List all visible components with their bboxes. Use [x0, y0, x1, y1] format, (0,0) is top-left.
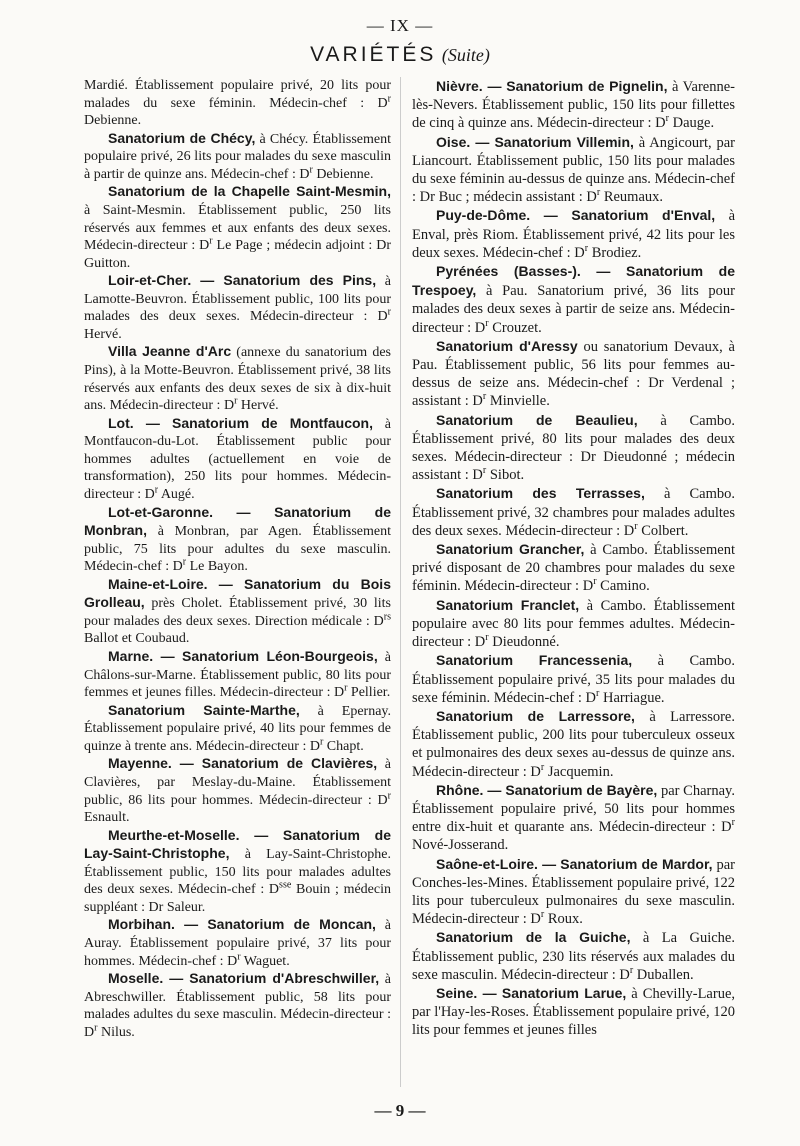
entry-heading: Puy-de-Dôme. — Sanatorium d'Enval,	[436, 207, 716, 224]
entry-paragraph	[84, 504, 391, 576]
entry-heading: Sanatorium Grancher,	[436, 541, 585, 558]
entry-tail: Debienne.	[84, 113, 142, 129]
entry-text: à Cambo. Établissement privé, 80 lits pour malades des deux sexes. Médecin-directeur : Dr Dieudonné ; médecin assistant : D	[412, 412, 736, 484]
entry-heading: Lot-et-Garonne. — Sanatorium de Monbran,	[84, 503, 391, 539]
entry-heading: Sanatorium Sainte-Marthe,	[108, 701, 300, 718]
entry-heading: Moselle. — Sanatorium d'Abreschwiller,	[108, 970, 380, 987]
entry-tail: Ballot et Coubaud.	[84, 631, 190, 647]
entry-paragraph	[84, 130, 391, 184]
entry-paragraph	[412, 133, 735, 207]
entry-heading: Marne. — Sanatorium Léon-Bourgeois,	[108, 648, 378, 664]
entry-heading: Pyrénées (Basses-). — Sanatorium de Trespoey,	[412, 263, 735, 299]
entry-heading: Rhône. — Sanatorium de Bayère,	[436, 781, 658, 798]
entry-tail: Hervé.	[237, 398, 279, 414]
entry-heading: Sanatorium Franclet,	[436, 596, 580, 613]
entry-superscript: r	[665, 113, 669, 125]
entry-tail: Roux.	[544, 911, 583, 928]
page-title	[0, 41, 800, 67]
entry-superscript: sse	[279, 879, 292, 891]
entry-text: à Saint-Mesmin. Établissement public, 250 lits réservés aux femmes et aux enfants des deux sexes. Médecin-directeur : D	[84, 202, 391, 254]
entry-text: Mardié. Établissement populaire privé, 20 lits pour malades du sexe féminin. Médecin-chef : D	[84, 78, 391, 111]
entry-paragraph	[412, 337, 735, 411]
entry-paragraph	[84, 77, 391, 130]
entry-superscript: r	[154, 484, 159, 496]
entry-text: à Chécy. Établissement populaire privé, 26 lits pour malades du sexe masculin à partir de quinze ans. Médecin-chef : D	[84, 131, 391, 182]
entry-tail: Augé.	[158, 486, 195, 502]
entry-tail: Waguet.	[240, 953, 290, 969]
entry-text: à Pau. Sanatorium privé, 36 lits pour malades des deux sexes à partir de seize ans. Médecin-directeur : D	[412, 283, 735, 336]
entry-superscript: r	[237, 950, 241, 962]
entry-tail: Brodiez.	[588, 244, 642, 261]
entry-heading: Oise. — Sanatorium Villemin,	[436, 133, 634, 150]
entry-paragraph	[84, 415, 391, 504]
entry-text: à Epernay. Établissement populaire privé, 40 lits pour femmes de quinze à trente ans. Médecin-directeur : D	[84, 703, 391, 754]
entry-paragraph	[412, 206, 735, 262]
entry-tail: Sibot.	[486, 467, 525, 484]
entry-text: par Conches-les-Mines. Établissement populaire privé, 122 lits pour tuberculeux pulmonaires du sexe masculin. Médecin-directeur : D	[412, 856, 735, 928]
entry-paragraph	[84, 343, 391, 414]
entry-heading: Morbihan. — Sanatorium de Moncan,	[108, 916, 376, 933]
entry-tail: Debienne.	[312, 166, 374, 182]
entry-tail: Camino.	[596, 578, 650, 595]
entry-tail: Dieudonné.	[488, 634, 560, 651]
entry-tail: Minvielle.	[486, 393, 550, 410]
entry-paragraph	[412, 77, 735, 133]
title-main: VARIÉTÉS	[310, 43, 437, 66]
entry-heading: Sanatorium Francessenia,	[436, 652, 633, 669]
entry-superscript: r	[387, 92, 391, 104]
entry-superscript: r	[94, 1022, 98, 1034]
entry-tail: Jacquemin.	[544, 763, 614, 780]
entry-heading: Sanatorium de Larressore,	[436, 707, 635, 724]
entry-superscript: r	[540, 761, 545, 773]
entry-superscript: r	[596, 187, 601, 199]
entry-paragraph	[412, 540, 735, 596]
entry-superscript: r	[309, 164, 313, 176]
entry-text: à Cambo. Établissement populaire avec 80 lits pour femmes adultes. Médecin-directeur : D	[412, 597, 735, 651]
entry-superscript: r	[485, 317, 489, 329]
entry-paragraph	[84, 702, 391, 756]
entry-paragraph	[84, 648, 391, 702]
entry-text: à Angicourt, par Liancourt. Établissement public, 150 lits pour malades du sexe féminin au-dessus de quinze ans. Médecin-chef : Dr Buc ; médecin assistant : D	[412, 134, 735, 206]
entry-paragraph	[84, 576, 391, 648]
entry-heading: Meurthe-et-Moselle. — Sanatorium de Lay-Saint-Christophe,	[84, 826, 391, 862]
entry-tail: Pellier.	[347, 685, 391, 701]
entry-paragraph	[412, 928, 735, 984]
entry-paragraph	[412, 707, 735, 781]
entry-text: à Chevilly-Larue, par l'Hay-les-Roses. Établissement populaire privé, 120 lits pour femmes et jeunes filles	[412, 985, 736, 1039]
entry-heading: Maine-et-Loire. — Sanatorium du Bois Grolleau,	[84, 575, 391, 611]
entry-heading: Sanatorium des Terrasses,	[436, 485, 645, 502]
entry-tail: Nilus.	[97, 1024, 135, 1040]
left-column	[84, 77, 391, 1041]
entry-text: à Châlons-sur-Marne. Établissement public, 80 lits pour femmes et jeunes filles. Médecin-directeur : D	[84, 650, 391, 701]
entry-superscript: r	[344, 682, 348, 694]
entry-text: à Enval, près Riom. Établissement privé, 42 lits pour les deux sexes. Médecin-chef : D	[412, 208, 735, 261]
entry-tail: Esnault.	[84, 810, 130, 826]
entry-heading: Villa Jeanne d'Arc	[108, 343, 232, 360]
entry-text: à Clavières, par Meslay-du-Maine. Établissement public, 86 lits pour hommes. Médecin-directeur : D	[84, 757, 391, 808]
entry-paragraph	[84, 916, 391, 970]
entry-tail: Harriague.	[599, 689, 665, 706]
entry-text: à Cambo. Établissement privé disposant de 20 chambres pour malades du sexe féminin. Médecin-directeur : D	[412, 542, 735, 595]
entry-heading: Sanatorium de la Chapelle Saint-Mesmin,	[108, 183, 391, 200]
entry-heading: Sanatorium de Chécy,	[108, 129, 256, 146]
entry-tail: Nové-Josserand.	[412, 837, 509, 854]
page-number-roman: — IX —	[366, 16, 434, 35]
entry-text: par Charnay. Établissement populaire privé, 50 lits pour hommes entre dix-huit et quarante ans. Médecin-directeur : D	[412, 782, 735, 836]
entry-heading: Sanatorium de la Guiche,	[436, 929, 631, 946]
entry-text: près Cholet. Établissement privé, 30 lits pour malades des deux sexes. Direction médicale : D	[84, 596, 391, 629]
entry-tail: Le Page ; médecin adjoint : Dr Guitton.	[84, 238, 391, 271]
entry-heading: Loir-et-Cher. — Sanatorium des Pins,	[108, 272, 377, 289]
entry-paragraph	[412, 411, 735, 485]
entry-text: à La Guiche. Établissement public, 230 lits réservés aux malades du sexe masculin. Médecin-directeur : D	[412, 930, 735, 983]
entry-superscript: r	[319, 736, 324, 748]
entry-paragraph	[84, 272, 391, 343]
entry-heading: Saône-et-Loire. — Sanatorium de Mardor,	[436, 855, 713, 872]
entry-superscript: r	[482, 391, 487, 403]
entry-paragraph	[412, 651, 735, 707]
entry-heading: Lot. — Sanatorium de Montfaucon,	[108, 414, 373, 431]
entry-text: à Montfaucon-du-Lot. Établissement public pour hommes adultes (actuellement en voie de transformation), 250 lits pour hommes. Médecin-directeur : D	[84, 416, 391, 502]
entry-superscript: r	[634, 521, 638, 533]
entry-text: à Lay-Saint-Christophe. Établissement public, 150 lits pour malades adultes des deux sexes. Médecin-chef : D	[84, 847, 391, 898]
entry-superscript: r	[209, 235, 213, 247]
entry-text: à Varenne-lès-Nevers. Établissement public, 150 lits pour fillettes de cinq à quinze ans. Médecin-directeur : D	[412, 79, 735, 132]
entry-paragraph	[412, 262, 735, 337]
entry-text: à Larressore. Établissement public, 200 lits pour tuberculeux osseux et pulmonaires des deux sexes au-dessus de quinze ans. Médecin-directeur : D	[412, 708, 735, 780]
entry-superscript: r	[387, 789, 391, 801]
entry-tail: Crouzet.	[488, 319, 542, 336]
entry-superscript: r	[482, 465, 487, 477]
entry-heading: Nièvre. — Sanatorium de Pignelin,	[436, 78, 668, 94]
entry-superscript: r	[731, 817, 735, 829]
entry-paragraph	[84, 755, 391, 826]
entry-text: ou sanatorium Devaux, à Pau. Établissement public, 56 lits pour femmes au-dessus de seize ans. Médecin-chef : Dr Verdenal ; assistant : D	[412, 338, 735, 410]
entry-tail: Dauge.	[669, 115, 715, 132]
entry-tail: Duballen.	[633, 966, 694, 983]
entry-tail: Bouin ; médecin suppléant : Dr Saleur.	[84, 882, 391, 915]
entry-superscript: r	[234, 395, 238, 407]
entry-superscript: r	[485, 632, 489, 644]
entry-tail: Chapt.	[323, 738, 364, 754]
title-subtitle: (Suite)	[441, 45, 490, 65]
entry-heading: Sanatorium d'Aressy	[436, 337, 578, 354]
entry-text: à Monbran, par Agen. Établissement public, 75 lits pour adultes du sexe masculin. Médecin-chef : D	[84, 524, 391, 575]
entry-text: à Lamotte-Beuvron. Établissement public, 100 lits pour malades des deux sexes. Médecin-directeur : D	[84, 274, 391, 325]
entry-paragraph	[412, 855, 735, 929]
entry-heading: Seine. — Sanatorium Larue,	[436, 984, 627, 1001]
entry-text: à Cambo. Établissement privé, 32 chambres pour malades adultes des deux sexes. Médecin-directeur : D	[412, 486, 736, 539]
entry-paragraph	[412, 781, 735, 855]
entry-paragraph	[84, 827, 391, 917]
entry-paragraph	[412, 984, 735, 1040]
column-divider	[400, 77, 401, 1087]
page-number: — 9 —	[374, 1101, 426, 1120]
entry-superscript: r	[540, 909, 545, 921]
entry-tail: Le Bayon.	[186, 559, 248, 575]
entry-superscript: r	[182, 556, 187, 568]
entry-superscript: rs	[383, 611, 391, 623]
entry-paragraph	[84, 970, 391, 1041]
entry-superscript: r	[629, 964, 634, 976]
entry-text: à Cambo. Établissement populaire privé, 35 lits pour malades du sexe féminin. Médecin-chef : D	[412, 653, 735, 706]
entry-heading: Mayenne. — Sanatorium de Clavières,	[108, 755, 378, 772]
entry-text: à Auray. Établissement populaire privé, 37 lits pour hommes. Médecin-chef : D	[84, 918, 391, 969]
entry-tail: Colbert.	[637, 522, 689, 539]
entry-tail: Hervé.	[84, 326, 122, 342]
entry-text: à Abreschwiller. Établissement public, 58 lits pour malades adultes du sexe masculin. Médecin-directeur : D	[84, 972, 391, 1040]
right-column	[412, 77, 735, 1040]
entry-superscript: r	[593, 576, 597, 588]
entry-paragraph	[84, 183, 391, 272]
entry-superscript: r	[387, 306, 391, 318]
entry-superscript: r	[596, 687, 600, 699]
entry-paragraph	[412, 484, 735, 540]
entry-heading: Sanatorium de Beaulieu,	[436, 411, 638, 428]
entry-text: (annexe du sanatorium des Pins), à la Motte-Beuvron. Établissement privé, 38 lits réservés aux enfants des deux sexes de six à dix-huit ans. Médecin-directeur : D	[84, 345, 391, 414]
entry-tail: Reumaux.	[600, 189, 664, 206]
entry-superscript: r	[584, 243, 589, 254]
entry-paragraph	[412, 596, 735, 652]
